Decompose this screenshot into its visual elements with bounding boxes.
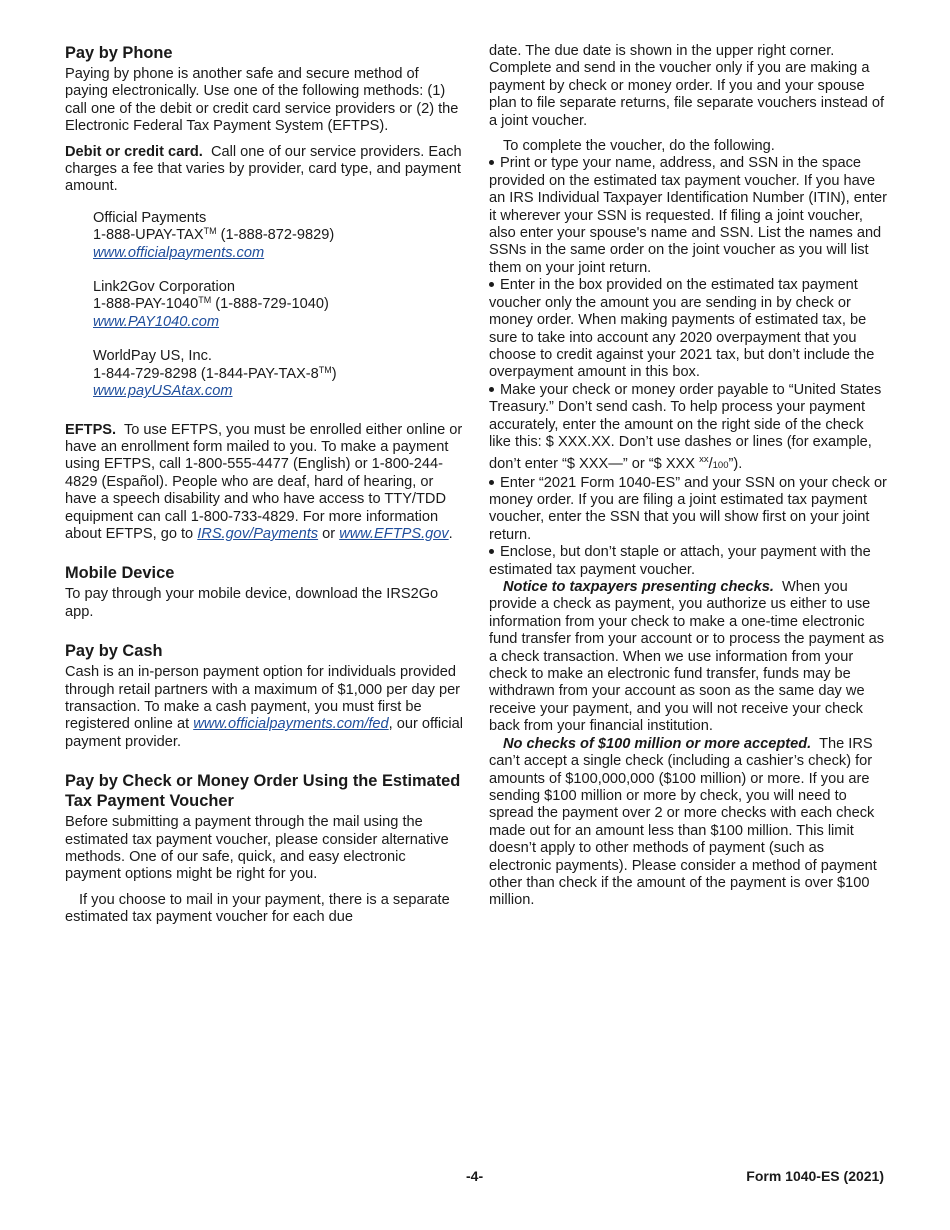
list-item: Enclose, but don’t staple or attach, your payment with the estimated tax payment voucher.: [489, 544, 871, 578]
complete-voucher-intro: To complete the voucher, do the following.: [503, 138, 775, 155]
provider-name: Link2Gov Corporation: [93, 279, 235, 296]
irs-payments-link[interactable]: IRS.gov/Payments: [197, 525, 319, 542]
bullet-icon: [489, 387, 494, 392]
pay-by-phone-intro: Paying by phone is another safe and secure method of paying electronically. Use one of the following methods: (1) call one of the debit or credit card service providers or (2) the Electronic Federal Tax Payment System (EFTPS).: [65, 66, 459, 135]
debit-credit-label: Debit or credit card.: [65, 143, 203, 160]
pay-by-check-p2: If you choose to mail in your payment, there is a separate estimated tax payment voucher for each due: [65, 891, 450, 926]
provider-name: Official Payments: [93, 209, 207, 226]
provider-phone: 1-844-729-8298 (1-844-PAY-TAX-8™): [93, 364, 337, 382]
pay-by-check-p1: Before submitting a payment through the mail using the estimated tax payment voucher, please consider alternative methods. One of our safe, quick, and easy electronic payment options might be right for you.: [65, 814, 449, 883]
list-item: Enter in the box provided on the estimated tax payment voucher only the amount you are sending in by check or money order. When making payments of estimated tax, be sure to take into account any 2020 overpayment that you choose to credit against your 2021 tax, but don’t include the overpayment amount in this box.: [489, 277, 875, 381]
pay-by-cash-text: Cash is an in-person payment option for individuals provided through retail partners with a maximum of $1,000 per day per transaction. To make a cash payment, you must first be registered online at www.officialpayments.com/fed, our official payment provider.: [65, 664, 464, 750]
provider-official-payments: [93, 210, 465, 262]
no-checks-label: No checks of $100 million or more accepted.: [503, 735, 812, 752]
eftps-paragraph: EFTPS. To use EFTPS, you must be enrolled either online or have an enrollment form mailed to you. To make a payment using EFTPS, call 1-800-555-4477 (English) or 1-800-244-4829 (Español). People who are deaf, hard of hearing, or have a speech disability and who have access to TTY/TDD equipment can call 1-800-733-4829. For more information about EFTPS, go to IRS.gov/Payments or www.EFTPS.gov.: [65, 421, 463, 542]
list-item: Enter “2021 Form 1040-ES” and your SSN on your check or money order. If you are filing a joint estimated tax payment voucher, enter the SSN that you will show first on your joint return.: [489, 474, 887, 543]
provider-name: WorldPay US, Inc.: [93, 348, 212, 365]
heading-pay-by-phone: Pay by Phone: [65, 44, 173, 62]
provider-link[interactable]: www.PAY1040.com: [93, 313, 219, 330]
bullet-icon: [489, 160, 494, 165]
form-identifier: Form 1040-ES (2021): [746, 1168, 884, 1184]
mobile-device-text: To pay through your mobile device, download the IRS2Go app.: [65, 586, 439, 620]
heading-mobile-device: Mobile Device: [65, 564, 175, 583]
bullet-icon: [489, 282, 494, 287]
debit-credit-text: Call one of our service providers. Each charges a fee that varies by provider, card type, and payment amount.: [65, 143, 462, 195]
voucher-continuation: date. The due date is shown in the upper right corner. Complete and send in the voucher only if you are making a payment by check or money order. If you and your spouse plan to file separate returns, file separate vouchers instead of a joint voucher.: [489, 43, 885, 129]
left-column: [65, 43, 465, 927]
provider-link[interactable]: www.officialpayments.com: [93, 244, 265, 261]
eftps-text: To use EFTPS, you must be enrolled either online or have an enrollment form mailed to you. To make a payment using EFTPS, call 1-800-555-4477 (English) or 1-800-244-4829 (Español). People who are deaf, hard of hearing, or have a speech disability and who have access to TTY/TDD equipment can call 1-800-733-4829. For more information about EFTPS, go to: [65, 421, 463, 542]
page-number: -4-: [466, 1168, 484, 1184]
bullet-icon: [489, 480, 494, 485]
list-item: Make your check or money order payable to “United States Treasury.” Don’t send cash. To help process your payment accurately, enter the amount on the right side of the check like this: $ XXX.XX. Don’t use dashes or lines (for example, don’t enter “$ XXX—” or “$ XXX $^{xx}$/100”).: [489, 381, 882, 473]
notice-checks-paragraph: Notice to taxpayers presenting checks. When you provide a check as payment, you authorize us either to use information from your check to make a one-time electronic fund transfer from your account or to process the payment as a check transaction. When we use information from your check to make an electronic fund transfer, funds may be withdrawn from your account as soon as the same day we receive your payment, and you will not receive your check back from your financial institution.: [489, 579, 885, 735]
eftps-label: EFTPS.: [65, 421, 117, 438]
heading-pay-by-check: Pay by Check or Money Order Using the Estimated Tax Payment Voucher: [65, 772, 461, 811]
no-checks-paragraph: No checks of $100 million or more accepted. The IRS can’t accept a single check (including a cashier’s check) for amounts of $100,000,000 ($100 million) or more. If you are sending $100 million or more by check, you will need to spread the payment over 2 or more checks with each check made out for an amount less than $100 million. This limit doesn’t apply to other methods of payment (such as electronic payments). Please consider a method of payment other than check if the amount of the payment is over $100 million.: [489, 735, 877, 909]
official-payments-fed-link[interactable]: www.officialpayments.com/fed: [193, 716, 389, 733]
provider-worldpay: [93, 348, 465, 400]
provider-phone: 1-888-UPAY-TAX™ (1-888-872-9829): [93, 226, 335, 244]
bullet-icon: [489, 549, 494, 554]
eftps-gov-link[interactable]: www.EFTPS.gov: [339, 525, 449, 542]
list-item: Print or type your name, address, and SSN in the space provided on the estimated tax payment voucher. If you have an IRS Individual Taxpayer Identification Number (ITIN), enter it wherever your SSN is requested. If filing a joint voucher, also enter your spouse's name and SSN. List the names and SSNs in the same order on the joint voucher as you will list them on your joint return.: [489, 155, 887, 276]
provider-link2gov: [93, 279, 465, 331]
provider-phone: 1-888-PAY-1040™ (1-888-729-1040): [93, 295, 329, 313]
right-column: [489, 43, 889, 910]
notice-checks-label: Notice to taxpayers presenting checks.: [503, 579, 774, 596]
provider-link[interactable]: www.payUSAtax.com: [93, 383, 233, 400]
heading-pay-by-cash: Pay by Cash: [65, 642, 163, 661]
debit-credit-paragraph: [65, 144, 465, 196]
